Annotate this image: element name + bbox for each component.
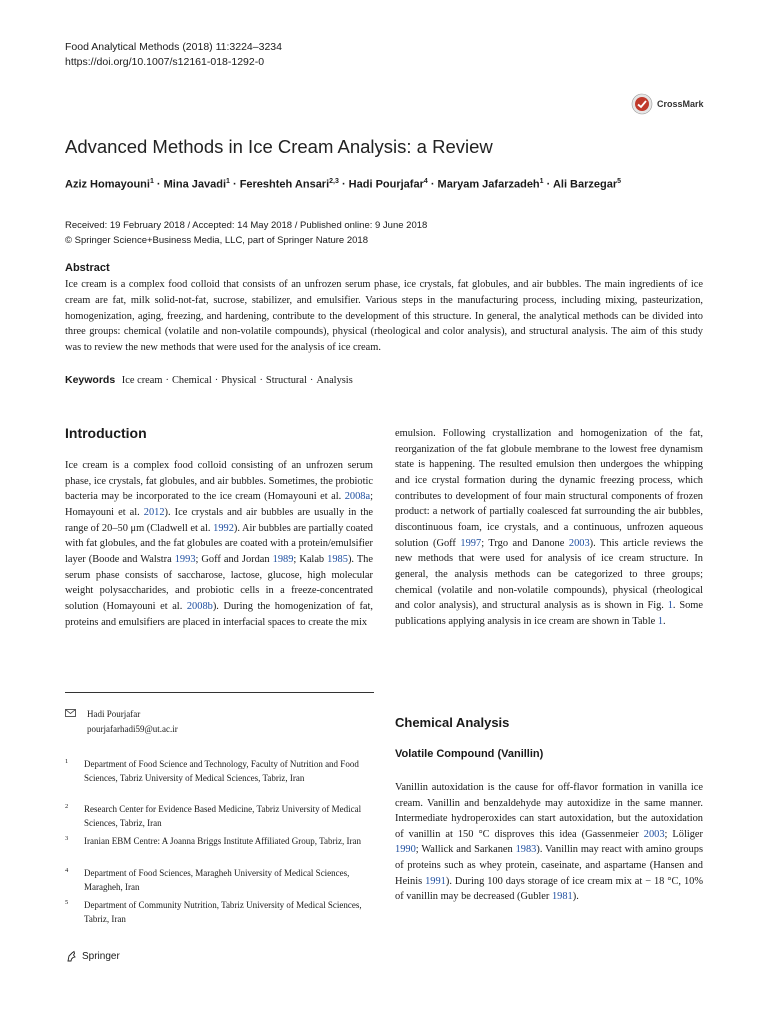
keyword-separator: · xyxy=(309,375,314,386)
envelope-icon xyxy=(65,709,76,717)
author-name[interactable]: Ali Barzegar xyxy=(552,178,618,191)
keywords-label: Keywords xyxy=(65,374,116,386)
body-text: ; Kalab xyxy=(293,553,328,565)
affiliation-2 xyxy=(65,802,375,831)
page-footer xyxy=(65,950,120,963)
body-text: ). During the homogenization of fat, proteins and emulsifiers are placed in interfacial spaces to create the mix xyxy=(65,600,373,628)
author-separator: · xyxy=(543,178,553,191)
journal-doi[interactable]: https://doi.org/10.1007/s12161-018-1292-0 xyxy=(65,56,265,68)
author-separator: · xyxy=(427,178,438,191)
affiliation-text: Department of Food Science and Technology, Faculty of Nutrition and Food Sciences, Tabriz University of Medical Sciences, Tabriz, Iran xyxy=(84,759,359,784)
affiliation-number: 5 xyxy=(65,899,69,906)
footnote-divider xyxy=(65,692,374,693)
author-list xyxy=(65,178,621,191)
body-text: emulsion. Following crystallization and homogenization of the fat, reorganization of the fat globule membrane to the lowest free dynamism state is happening. The resulted emulsion then undergoes the whipping and ice crystal formation during the dynamic freezing process, which contributes to development of four main structural components of frozen product: a network of partially coalesced fat surrounding the air bubbles, discontinuous foam, ice crystals, and a continuous, unfrozen aqueous solution (Goff xyxy=(395,428,703,549)
citation-link[interactable]: 2008b xyxy=(186,600,213,612)
citation-link[interactable]: 1 xyxy=(657,615,664,627)
citation-link[interactable]: 1985 xyxy=(327,553,348,565)
author-separator: · xyxy=(229,178,240,191)
introduction-heading: Introduction xyxy=(65,425,147,441)
keyword: Analysis xyxy=(316,375,353,386)
author-name[interactable]: Aziz Homayouni xyxy=(65,178,150,191)
crossmark-icon xyxy=(631,93,653,115)
body-text: ; Wallick and Sarkanen xyxy=(415,844,516,856)
body-text: ). The serum phase consists of saccharose, lactose, glucose, high molecular weight polysaccharides, and probiotic cells in a freeze-concentrated solution (Homayouni et al. xyxy=(65,553,373,612)
citation-link[interactable]: 2012 xyxy=(143,506,165,518)
body-text: ). xyxy=(572,891,579,903)
vanillin-subheading: Volatile Compound (Vanillin) xyxy=(395,748,544,760)
citation-link[interactable]: 2008a xyxy=(344,491,371,503)
corresponding-author-email[interactable]: pourjafarhadi59@ut.ac.ir xyxy=(87,724,178,734)
vanillin-text xyxy=(395,780,703,905)
affiliation-5 xyxy=(65,898,375,927)
author-affiliation-marker: 2,3 xyxy=(329,178,339,185)
author-name[interactable]: Maryam Jafarzadeh xyxy=(437,178,540,191)
publication-dates xyxy=(65,218,427,248)
citation-link[interactable]: 2003 xyxy=(568,537,590,549)
keyword: Chemical xyxy=(171,375,212,386)
citation-link[interactable]: 1992 xyxy=(213,522,234,534)
affiliation-text: Research Center for Evidence Based Medicine, Tabriz University of Medical Sciences, Tabriz, Iran xyxy=(84,804,362,829)
author-separator: · xyxy=(153,178,164,191)
citation-link[interactable]: 1983 xyxy=(515,844,537,856)
keyword-separator: · xyxy=(165,375,169,386)
author-affiliation-marker: 1 xyxy=(149,178,154,185)
author-affiliation-marker: 1 xyxy=(539,178,544,185)
author-affiliation-marker: 5 xyxy=(617,178,622,185)
author-name[interactable]: Hadi Pourjafar xyxy=(348,178,424,191)
introduction-text-left xyxy=(65,458,373,630)
affiliation-3 xyxy=(65,834,375,848)
affiliation-number: 4 xyxy=(65,867,69,874)
keyword-separator: · xyxy=(214,375,219,386)
journal-citation: Food Analytical Methods (2018) 11:3224–3234 xyxy=(65,41,282,53)
affiliation-4 xyxy=(65,866,375,895)
keyword: Structural xyxy=(265,375,307,386)
keywords-line xyxy=(65,374,353,386)
body-text: . xyxy=(663,615,666,627)
body-text: Ice cream is a complex food colloid consisting of an unfrozen serum phase, ice crystals, fat globules, and air bubbles. Sometimes, the probiotic bacteria may be incorporated to the ice cream (Homayouni et al. xyxy=(65,460,373,503)
publisher-name: Springer xyxy=(82,951,120,962)
body-text: ; Trgo and Danone xyxy=(481,537,569,549)
author-affiliation-marker: 1 xyxy=(226,178,230,185)
author-name[interactable]: Mina Javadi xyxy=(163,178,226,191)
correspondence-block xyxy=(65,707,178,737)
keyword: Physical xyxy=(221,375,257,386)
affiliation-number: 1 xyxy=(65,758,69,765)
affiliation-1 xyxy=(65,757,375,786)
author-affiliation-marker: 4 xyxy=(423,178,428,185)
body-text: . Some publications applying analysis in ice cream are shown in Table xyxy=(395,600,703,627)
body-text: ). Ice crystals and air bubbles are usually in the range of 20–50 μm (Cladwell et al. xyxy=(65,506,374,534)
crossmark-badge[interactable] xyxy=(631,93,704,115)
affiliation-number: 2 xyxy=(65,803,69,810)
journal-header xyxy=(65,40,282,70)
affiliation-text: Department of Community Nutrition, Tabriz University of Medical Sciences, Tabriz, Iran xyxy=(84,900,362,925)
body-text: Vanillin autoxidation is the cause for off-flavor formation in vanilla ice cream. Vanillin and benzaldehyde may autoxidize in the same manner. Intermediate hydroperoxides can start autoxidation, but the autoxidation of vanillin at 150 °C disproves this idea (Gassenmeier xyxy=(395,782,703,840)
body-text: ). Vanillin may react with amino groups of proteins such as whey protein, caseinate, and aspartame (Hansen and Heinis xyxy=(395,844,703,887)
crossmark-label: CrossMark xyxy=(657,99,704,109)
author-name[interactable]: Fereshteh Ansari xyxy=(239,178,330,191)
keyword: Ice cream xyxy=(121,375,163,386)
introduction-text-right xyxy=(395,426,703,630)
citation-link[interactable]: 1997 xyxy=(460,537,482,549)
body-text: ). This article reviews the new methods that were used for analysis of ice cream structure. In general, the analysis methods can be categorized to three groups; chemical (volatile and non-volatile compounds), physical (rheological and color analysis), and structural analysis as is shown in Fig. xyxy=(395,537,703,612)
abstract-text: Ice cream is a complex food colloid that consists of an unfrozen serum phase, ice crystals, fat globules, and air bubbles. The main ingredients of ice cream are fat, milk solid-not-fat, sucrose, stabilizer, and emulsifier. Various steps in the manufacturing process, including mixing, pasteurization, homogenization, aging, freezing, and hardening, contribute to the development of this structure. In general, the analytical methods can be divided into three groups: chemical (volatile and non-volatile compounds), physical (rheological and color analysis), and structural analysis. The aim of this study was to review the new methods that were used for the analysis of ice cream. xyxy=(65,279,703,354)
citation-link[interactable]: 1991 xyxy=(425,875,446,887)
body-text: ). During 100 days storage of ice cream mix at − 18 °C, 10% of vanillin may be decreased (Gubler xyxy=(395,875,703,903)
abstract-heading: Abstract xyxy=(65,262,110,274)
citation-link[interactable]: 1 xyxy=(667,600,673,612)
citation-link[interactable]: 1989 xyxy=(272,553,294,565)
springer-horse-icon xyxy=(65,950,78,963)
citation-link[interactable]: 1993 xyxy=(174,553,196,565)
body-text: ). Air bubbles are partially coated with fat globules, and the fat globules are coated with a protein/emulsifier layer (Boode and Walstra xyxy=(65,522,373,565)
keyword-separator: · xyxy=(259,375,263,386)
citation-link[interactable]: 1990 xyxy=(395,844,416,856)
body-text: ; Goff and Jordan xyxy=(195,553,273,565)
affiliation-text: Department of Food Sciences, Maragheh University of Medical Sciences, Maragheh, Iran xyxy=(84,868,350,893)
paper-title: Advanced Methods in Ice Cream Analysis: a Review xyxy=(65,136,493,157)
author-separator: · xyxy=(338,178,349,191)
date-history: Received: 19 February 2018 / Accepted: 14 May 2018 / Published online: 9 June 2018 xyxy=(65,220,428,231)
body-text: ; Löliger xyxy=(664,828,703,840)
keyword-list xyxy=(122,375,353,386)
corresponding-author-name: Hadi Pourjafar xyxy=(87,709,141,719)
affiliation-number: 3 xyxy=(65,835,69,842)
chemical-analysis-heading: Chemical Analysis xyxy=(395,715,510,730)
citation-link[interactable]: 1981 xyxy=(551,891,573,903)
affiliation-text: Iranian EBM Centre: A Joanna Briggs Institute Affiliated Group, Tabriz, Iran xyxy=(84,836,361,846)
copyright-line: © Springer Science+Business Media, LLC, part of Springer Nature 2018 xyxy=(65,235,368,246)
body-text: ; Homayouni et al. xyxy=(65,491,373,518)
citation-link[interactable]: 2003 xyxy=(643,828,665,840)
